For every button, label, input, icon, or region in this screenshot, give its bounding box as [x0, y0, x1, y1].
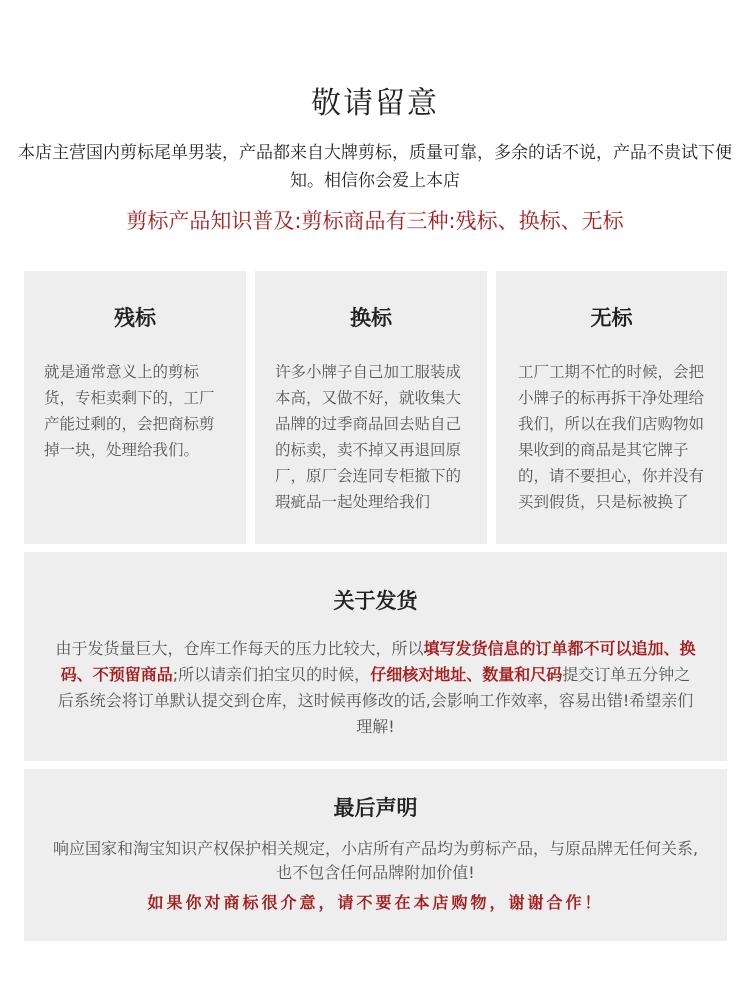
- shipping-highlight: 仔细核对地址、数量和尺码: [370, 665, 563, 684]
- card-description: 工厂工期不忙的时候，会把小牌子的标再拆干净处理给我们，所以在我们店购物如果收到的商品是其它牌子的，请不要担心，你并没有买到假货，只是标被换了: [518, 363, 705, 511]
- shipping-text-part: 由于发货量巨大，仓库工作每天的压力比较大，所以: [55, 639, 424, 658]
- intro-paragraph: 本店主营国内剪标尾单男装，产品都来自大牌剪标，质量可靠，多余的话不说，产品不贵试下便知。相信你会爱上本店: [18, 143, 732, 191]
- shipping-highlight: 填写发货信息的订单都不可以追加、换码、不预留商品: [60, 639, 696, 684]
- card-title: 换标: [350, 306, 392, 330]
- final-warning: 如果你对商标很介意，请不要在本店购物，谢谢合作！: [147, 893, 604, 912]
- final-text: 响应国家和淘宝知识产权保护相关规定，小店所有产品均为剪标产品，与原品牌无任何关系,也不包含任何品牌附加价值!: [52, 839, 699, 882]
- shipping-title: 关于发货: [333, 589, 418, 613]
- knowledge-subtitle: 剪标产品知识普及:剪标商品有三种:残标、换标、无标: [126, 209, 624, 233]
- card-description: 许多小牌子自己加工服装成本高，又做不好，就收集大品牌的过季商品回去贴自己的标卖，卖不掉又再退回原厂，原厂会连同专柜撤下的瑕疵品一起处理给我们: [275, 363, 462, 511]
- final-statement-panel: [24, 769, 727, 941]
- card-title: 残标: [114, 306, 156, 330]
- shipping-panel: [24, 552, 727, 761]
- card-description: 就是通常意义上的剪标货，专柜卖剩下的，工厂产能过剩的，会把商标剪掉一块，处理给我们。: [44, 363, 215, 459]
- card-replaced-label: [255, 271, 487, 544]
- card-residual-label: [24, 271, 246, 544]
- card-no-label: [496, 271, 727, 544]
- shipping-text-part: 提交订单五分钟之后系统会将订单默认提交到仓库，这时候再修改的话,会影响工作效率，容易出错!希望亲们理解!: [57, 665, 694, 736]
- page-title: 敬请留意: [311, 86, 439, 121]
- shipping-text: [54, 636, 697, 740]
- final-title: 最后声明: [333, 796, 418, 820]
- card-title: 无标: [590, 306, 633, 330]
- shipping-text-part: ;所以请亲们拍宝贝的时候，: [172, 665, 371, 684]
